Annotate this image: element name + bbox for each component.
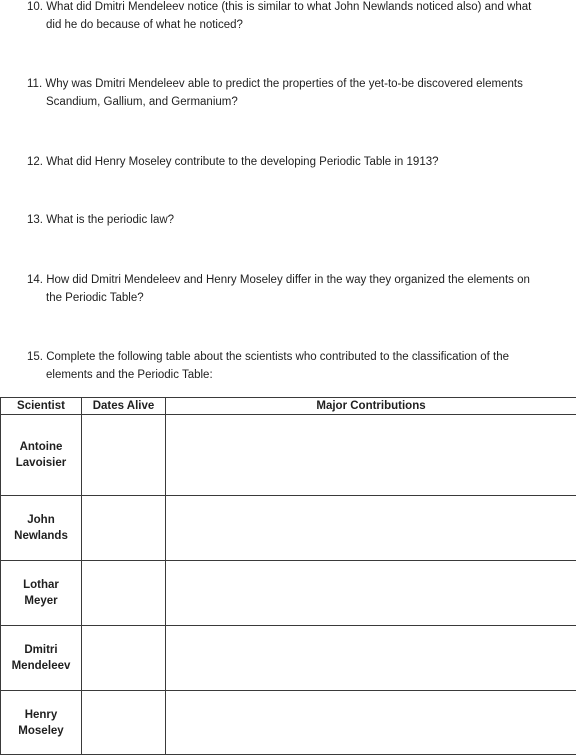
question-text-cont: did he do because of what he noticed? [46, 19, 243, 31]
question-14 [27, 271, 567, 307]
scientist-name-line: John [27, 514, 55, 526]
question-text-cont: Scandium, Gallium, and Germanium? [46, 96, 238, 108]
table-row [1, 691, 576, 755]
question-text: What did Dmitri Mendeleev notice (this is similar to what John Newlands noticed also) and what [46, 1, 532, 13]
question-number: 11. [27, 78, 43, 90]
question-number: 10. [27, 1, 43, 13]
scientist-name-cell [1, 691, 82, 755]
dates-alive-cell[interactable] [82, 496, 166, 561]
table-row [1, 561, 576, 626]
question-text: How did Dmitri Mendeleev and Henry Moseley differ in the way they organized the elements on [46, 274, 530, 286]
major-contributions-cell[interactable] [166, 496, 576, 561]
scientist-name-line: Dmitri [24, 644, 58, 656]
question-text: What is the periodic law? [46, 214, 175, 226]
scientist-name-line: Meyer [24, 595, 58, 607]
scientist-name-cell [1, 415, 82, 496]
header-major-contributions: Major Contributions [166, 398, 576, 415]
major-contributions-cell[interactable] [166, 626, 576, 691]
scientist-name-cell [1, 561, 82, 626]
question-text-cont: the Periodic Table? [46, 292, 144, 304]
question-10 [27, 0, 567, 34]
header-dates-alive: Dates Alive [82, 398, 166, 415]
scientist-name-cell [1, 626, 82, 691]
major-contributions-cell[interactable] [166, 561, 576, 626]
table-row [1, 496, 576, 561]
question-13 [27, 211, 567, 229]
question-number: 15. [27, 351, 43, 363]
question-text: Why was Dmitri Mendeleev able to predict the properties of the yet-to-be discovered elements [45, 78, 523, 90]
scientist-name-line: Lavoisier [15, 457, 67, 469]
question-12 [27, 153, 567, 171]
dates-alive-cell[interactable] [82, 561, 166, 626]
question-15 [27, 348, 567, 384]
question-text: What did Henry Moseley contribute to the developing Periodic Table in 1913? [46, 156, 439, 168]
scientist-name-line: Lothar [23, 579, 59, 591]
question-number: 12. [27, 156, 43, 168]
question-text: Complete the following table about the scientists who contributed to the classification of the [46, 351, 510, 363]
dates-alive-cell[interactable] [82, 415, 166, 496]
table-header-row [1, 398, 576, 415]
table-row [1, 415, 576, 496]
header-scientist: Scientist [1, 398, 82, 415]
question-11 [27, 75, 567, 111]
question-text-cont: elements and the Periodic Table: [46, 369, 213, 381]
major-contributions-cell[interactable] [166, 691, 576, 755]
dates-alive-cell[interactable] [82, 691, 166, 755]
scientist-name-line: Antoine [19, 441, 63, 453]
major-contributions-cell[interactable] [166, 415, 576, 496]
dates-alive-cell[interactable] [82, 626, 166, 691]
table-row [1, 626, 576, 691]
scientists-table [0, 397, 576, 755]
scientist-name-line: Mendeleev [11, 660, 71, 672]
scientist-name-line: Moseley [18, 724, 64, 737]
scientist-name-cell [1, 496, 82, 561]
question-number: 13. [27, 214, 43, 226]
scientist-name-line: Newlands [14, 530, 68, 542]
question-number: 14. [27, 274, 43, 286]
scientist-name-line: Henry [24, 708, 58, 721]
